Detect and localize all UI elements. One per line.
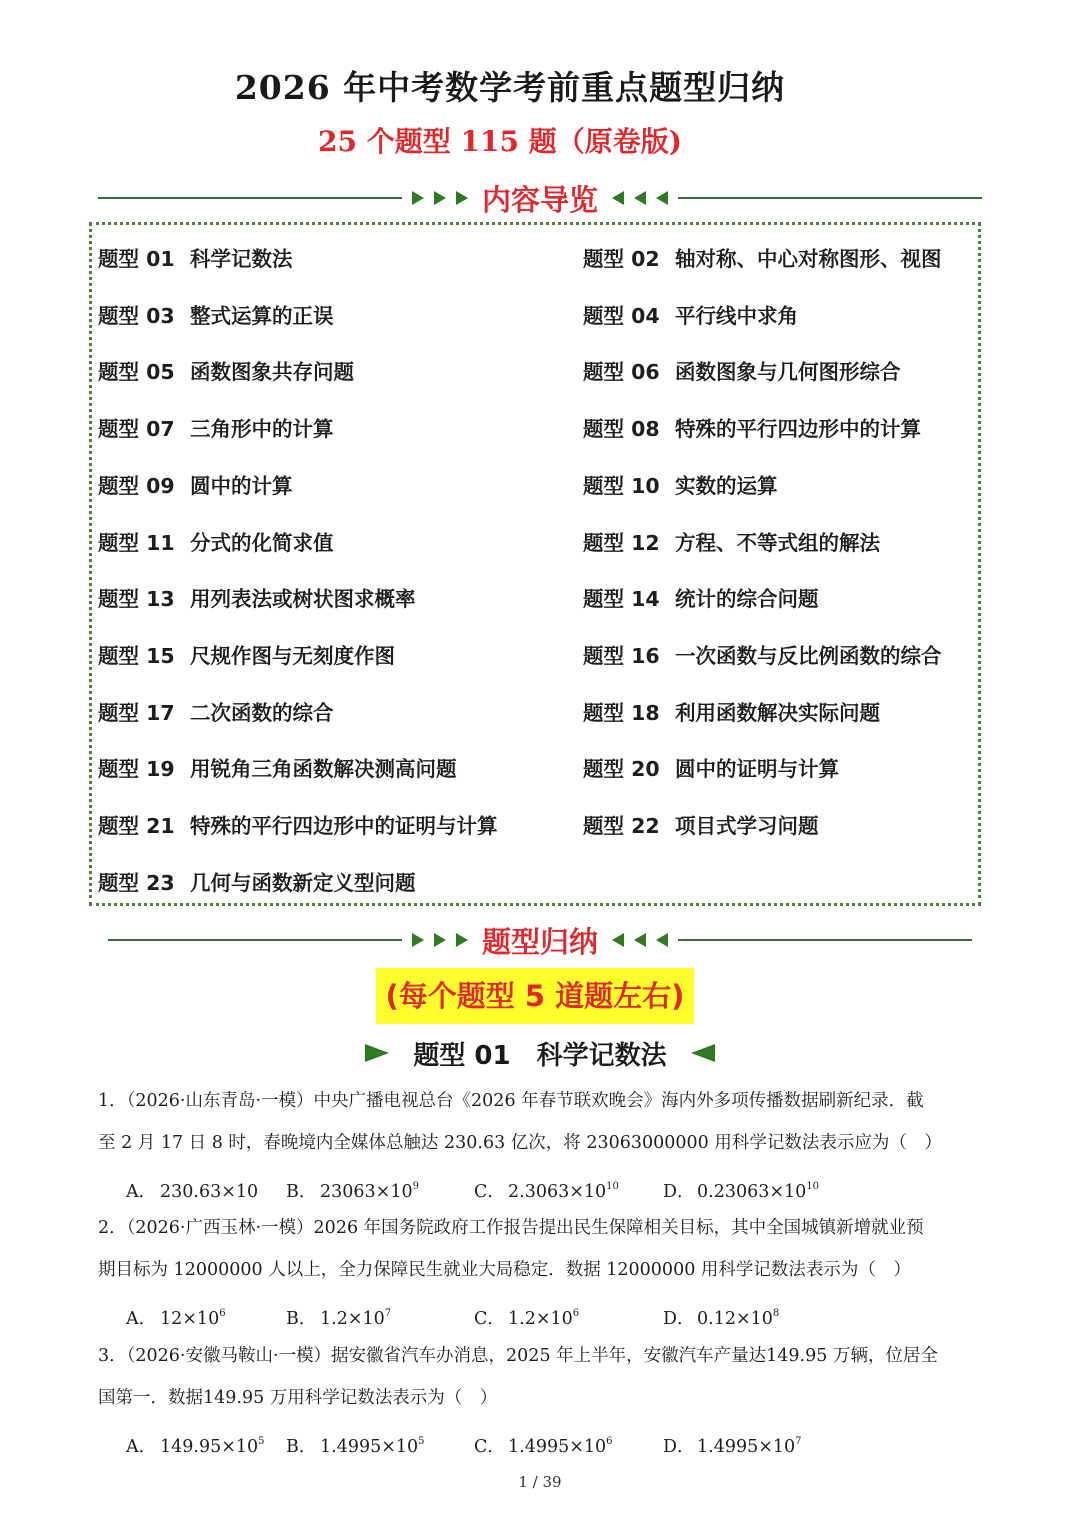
question bbox=[98, 1080, 986, 1164]
option-exponent: 6 bbox=[606, 1436, 613, 1447]
arrow-left-icon bbox=[691, 1044, 715, 1062]
arrow-left-icon bbox=[634, 191, 646, 205]
toc-item-title: 圆中的计算 bbox=[190, 473, 293, 498]
arrow-left-icon bbox=[612, 933, 624, 947]
toc-item bbox=[98, 639, 395, 669]
questions-per-type-note: (每个题型 5 道题左右) bbox=[376, 968, 694, 1024]
arrow-right-icon bbox=[434, 933, 446, 947]
document-subtitle: 25 个题型 115 题（原卷版) bbox=[318, 125, 682, 158]
toc-item bbox=[98, 469, 293, 499]
option-value: 0.12×10 bbox=[697, 1309, 773, 1329]
section-heading bbox=[0, 1030, 1080, 1076]
option-exponent: 6 bbox=[219, 1308, 226, 1319]
question-text-line: 期目标为 12000000 人以上，全力保障民生就业大局稳定．数据 12000000 用科学记数法表示为（ ） bbox=[98, 1260, 911, 1280]
answer-option bbox=[286, 1299, 391, 1334]
toc-item-number: 题型 08 bbox=[583, 417, 660, 442]
option-exponent: 7 bbox=[384, 1308, 392, 1319]
toc-item bbox=[98, 809, 498, 839]
toc-item-title: 二次函数的综合 bbox=[190, 700, 334, 725]
answer-option bbox=[474, 1427, 613, 1462]
option-exponent: 5 bbox=[258, 1436, 265, 1447]
toc-item-title: 利用函数解决实际问题 bbox=[675, 700, 880, 725]
arrow-right-icon bbox=[456, 933, 468, 947]
option-letter: D． bbox=[663, 1309, 695, 1329]
toc-item-number: 题型 05 bbox=[98, 360, 175, 385]
toc-item bbox=[98, 242, 293, 272]
toc-item-title: 用锐角三角函数解决测高问题 bbox=[190, 757, 457, 782]
toc-item-title: 特殊的平行四边形中的证明与计算 bbox=[190, 814, 498, 838]
toc-item-title: 几何与函数新定义型问题 bbox=[190, 870, 416, 895]
toc-item-number: 题型 17 bbox=[98, 700, 175, 725]
answer-option bbox=[474, 1299, 579, 1334]
toc-item-title: 轴对称、中心对称图形、视图 bbox=[675, 247, 942, 271]
toc-item bbox=[98, 412, 334, 442]
answer-option bbox=[663, 1299, 779, 1334]
summary-heading: 题型归纳 bbox=[482, 924, 599, 959]
toc-item bbox=[98, 752, 457, 782]
answer-option bbox=[126, 1427, 265, 1462]
section-number: 题型 01 bbox=[413, 1040, 511, 1071]
toc-item-number: 题型 13 bbox=[98, 587, 175, 612]
toc-item-number: 题型 01 bbox=[98, 247, 175, 271]
toc-item-number: 题型 15 bbox=[98, 643, 175, 668]
summary-divider bbox=[108, 918, 972, 962]
option-letter: D． bbox=[663, 1182, 695, 1202]
answer-option bbox=[286, 1427, 425, 1462]
toc-item bbox=[583, 696, 880, 726]
toc-item bbox=[583, 582, 819, 612]
option-exponent: 10 bbox=[606, 1181, 619, 1192]
toc-item-number: 题型 03 bbox=[98, 303, 175, 328]
answer-option bbox=[663, 1172, 819, 1207]
option-exponent: 8 bbox=[772, 1308, 780, 1319]
toc-item-title: 平行线中求角 bbox=[675, 303, 798, 328]
question-text-line: 国第一．数据149.95 万用科学记数法表示为（ ） bbox=[98, 1388, 498, 1408]
toc-divider bbox=[98, 176, 982, 220]
toc-item-title: 三角形中的计算 bbox=[190, 417, 334, 442]
option-exponent: 6 bbox=[572, 1308, 580, 1319]
arrow-right-icon bbox=[434, 191, 446, 205]
option-value: 230.63×10 bbox=[160, 1182, 259, 1202]
page-number: 1 / 39 bbox=[518, 1473, 562, 1491]
toc-item bbox=[583, 752, 839, 782]
option-letter: A． bbox=[126, 1437, 157, 1457]
toc-item-number: 题型 18 bbox=[583, 700, 660, 725]
toc-item bbox=[583, 355, 901, 385]
option-value: 1.4995×10 bbox=[320, 1437, 419, 1457]
option-letter: C． bbox=[474, 1437, 505, 1457]
toc-item-number: 题型 06 bbox=[583, 360, 660, 385]
option-letter: D． bbox=[663, 1437, 695, 1457]
option-letter: A． bbox=[126, 1182, 157, 1202]
toc-item-title: 科学记数法 bbox=[190, 247, 293, 271]
option-letter: A． bbox=[126, 1309, 157, 1329]
toc-item-number: 题型 10 bbox=[583, 473, 660, 498]
toc-item-title: 圆中的证明与计算 bbox=[675, 757, 839, 782]
answer-option bbox=[663, 1427, 802, 1462]
toc-item-title: 尺规作图与无刻度作图 bbox=[190, 643, 395, 668]
toc-item bbox=[583, 526, 880, 556]
option-exponent: 5 bbox=[418, 1436, 425, 1447]
option-value: 1.4995×10 bbox=[697, 1437, 796, 1457]
toc-item bbox=[98, 866, 416, 896]
toc-item-title: 实数的运算 bbox=[675, 473, 778, 498]
arrow-right-icon bbox=[412, 191, 424, 205]
toc-item bbox=[98, 526, 334, 556]
toc-item bbox=[98, 355, 354, 385]
option-exponent: 7 bbox=[795, 1436, 802, 1447]
option-value: 149.95×10 bbox=[160, 1437, 259, 1457]
toc-item-number: 题型 19 bbox=[98, 757, 175, 782]
question-text-line: 2．（2026·广西玉林·一模）2026 年国务院政府工作报告提出民生保障相关目标，其中全国城镇新增就业预 bbox=[98, 1218, 924, 1238]
toc-item-number: 题型 04 bbox=[583, 303, 660, 328]
toc-item bbox=[583, 469, 778, 499]
arrow-right-icon bbox=[456, 191, 468, 205]
toc-item-number: 题型 16 bbox=[583, 643, 660, 668]
toc-item-title: 函数图象共存问题 bbox=[190, 360, 354, 385]
toc-item-number: 题型 20 bbox=[583, 757, 660, 782]
toc-item-title: 函数图象与几何图形综合 bbox=[675, 360, 901, 385]
arrow-left-icon bbox=[634, 933, 646, 947]
answer-option bbox=[126, 1172, 258, 1207]
option-value: 23063×10 bbox=[320, 1182, 413, 1202]
toc-item bbox=[583, 412, 921, 442]
arrow-left-icon bbox=[656, 933, 668, 947]
toc-item bbox=[583, 242, 942, 272]
toc-item-number: 题型 09 bbox=[98, 473, 175, 498]
toc-item bbox=[583, 639, 942, 669]
question-text-line: 至 2 月 17 日 8 时，春晚境内全媒体总触达 230.63 亿次，将 23063000000 用科学记数法表示应为（ ） bbox=[98, 1133, 942, 1153]
arrow-right-icon bbox=[412, 933, 424, 947]
toc-heading: 内容导览 bbox=[482, 182, 599, 217]
option-value: 1.2×10 bbox=[320, 1309, 385, 1329]
option-letter: B． bbox=[286, 1309, 317, 1329]
question-text-line: 1．（2026·山东青岛·一模）中央广播电视总台《2026 年春节联欢晚会》海内外多项传播数据刷新纪录．截 bbox=[98, 1091, 924, 1111]
option-value: 12×10 bbox=[160, 1309, 220, 1329]
option-letter: C． bbox=[474, 1309, 505, 1329]
toc-item-number: 题型 07 bbox=[98, 417, 175, 442]
toc-item-number: 题型 14 bbox=[583, 587, 660, 612]
toc-item-title: 特殊的平行四边形中的计算 bbox=[675, 417, 921, 442]
document-title: 2026 年中考数学考前重点题型归纳 bbox=[234, 68, 786, 107]
option-exponent: 10 bbox=[806, 1181, 820, 1192]
toc-item-title: 整式运算的正误 bbox=[190, 303, 334, 328]
toc-item bbox=[98, 582, 416, 612]
option-letter: B． bbox=[286, 1182, 317, 1202]
toc-item-number: 题型 02 bbox=[583, 247, 660, 271]
toc-item bbox=[583, 809, 819, 839]
option-value: 1.2×10 bbox=[508, 1309, 573, 1329]
toc-item-title: 用列表法或树状图求概率 bbox=[190, 587, 416, 612]
question bbox=[98, 1335, 986, 1419]
toc-item-number: 题型 11 bbox=[98, 530, 175, 555]
answer-option bbox=[286, 1172, 419, 1207]
answer-option bbox=[126, 1299, 226, 1334]
toc-item-number: 题型 12 bbox=[583, 530, 660, 555]
option-letter: C． bbox=[474, 1182, 505, 1202]
toc-item-title: 一次函数与反比例函数的综合 bbox=[675, 643, 942, 668]
toc-item-number: 题型 22 bbox=[583, 814, 660, 838]
toc-item-title: 分式的化简求值 bbox=[190, 530, 334, 555]
option-letter: B． bbox=[286, 1437, 317, 1457]
arrow-right-icon bbox=[365, 1044, 389, 1062]
toc-item-number: 题型 23 bbox=[98, 870, 175, 895]
section-title: 科学记数法 bbox=[536, 1040, 667, 1071]
toc-item bbox=[583, 299, 798, 329]
toc-item-title: 统计的综合问题 bbox=[675, 587, 819, 612]
option-value: 0.23063×10 bbox=[697, 1182, 807, 1202]
arrow-left-icon bbox=[612, 191, 624, 205]
option-exponent: 9 bbox=[412, 1181, 419, 1192]
toc-item bbox=[98, 696, 334, 726]
option-value: 2.3063×10 bbox=[508, 1182, 607, 1202]
question-text-line: 3．（2026·安徽马鞍山·一模）据安徽省汽车办消息，2025 年上半年，安徽汽车产量达149.95 万辆，位居全 bbox=[98, 1346, 938, 1366]
answer-option bbox=[474, 1172, 619, 1207]
toc-item-title: 项目式学习问题 bbox=[675, 814, 819, 838]
toc-item-title: 方程、不等式组的解法 bbox=[675, 530, 880, 555]
question bbox=[98, 1207, 986, 1291]
toc-item-number: 题型 21 bbox=[98, 814, 175, 838]
toc-item bbox=[98, 299, 334, 329]
arrow-left-icon bbox=[656, 191, 668, 205]
option-value: 1.4995×10 bbox=[508, 1437, 607, 1457]
